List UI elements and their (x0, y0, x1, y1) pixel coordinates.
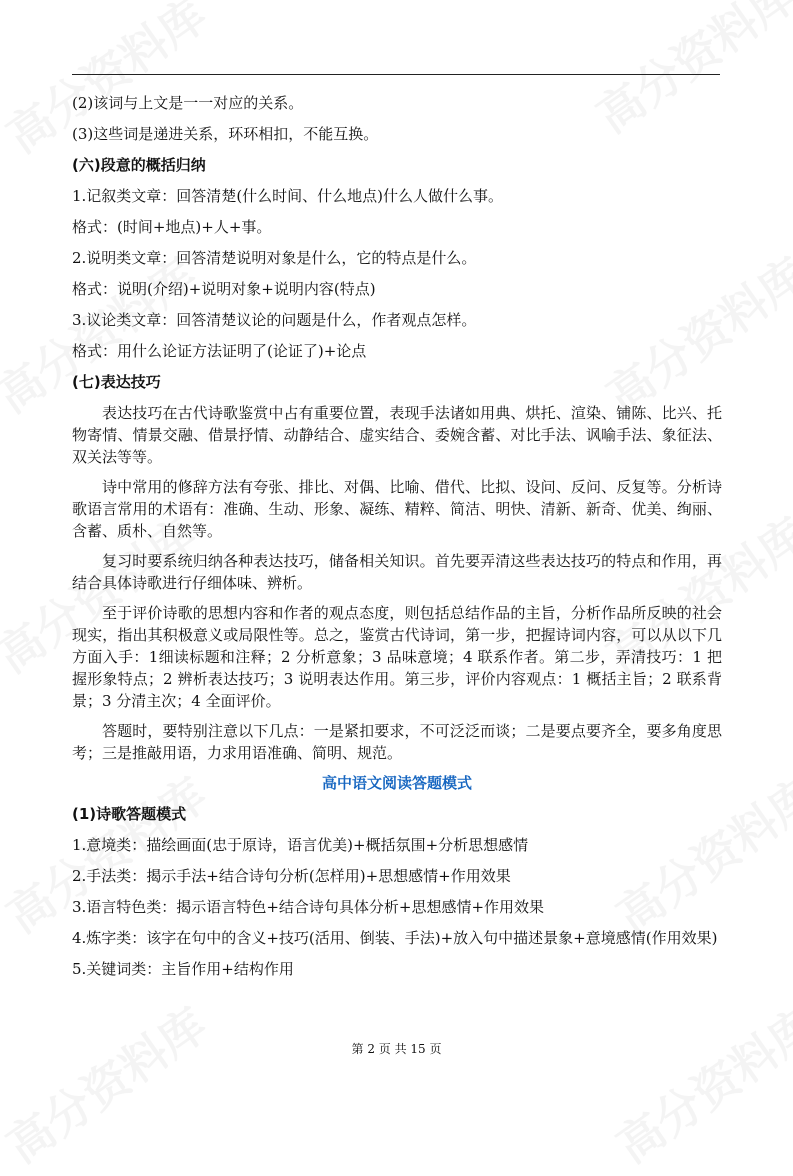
text-line: (2)该词与上文是一一对应的关系。 (72, 94, 304, 112)
paragraph: 至于评价诗歌的思想内容和作者的观点态度，则包括总结作品的主旨，分析作品所反映的社会现实，指出其积极意义或局限性等。总之，鉴赏古代诗词，第一步，把握诗词内容，可以从以下几方面入手：1细读标题和注释；2 分析意象；3 品味意境；4 联系作者。第二步，弄清技巧：1 把握形象特点；2 辨析表达技巧；3 说明表达作用。第三步，评价内容观点：1 概括主旨；2 联系背景；3 分清主次；4 全面评价。 (72, 604, 722, 710)
section-heading: (七)表达技巧 (72, 373, 161, 391)
watermark-text (602, 990, 793, 1176)
paragraph: 复习时要系统归纳各种表达技巧，储备相关知识。首先要弄清这些表达技巧的特点和作用，再结合具体诗歌进行仔细体味、辨析。 (72, 552, 722, 592)
list-item: 2.手法类：揭示手法+结合诗句分析(怎样用)+思想感情+作用效果 (72, 867, 511, 885)
list-item: 格式：说明(介绍)+说明对象+说明内容(特点) (72, 280, 376, 298)
list-item: 4.炼字类：该字在句中的含义+技巧(活用、倒装、手法)+放入句中描述景象+意境感情(作用效果) (72, 929, 718, 947)
text-line: (3)这些词是递进关系，环环相扣，不能互换。 (72, 125, 379, 143)
list-item: 格式：(时间+地点)+人+事。 (72, 218, 272, 236)
watermark-text (0, 990, 218, 1176)
paragraph: 诗中常用的修辞方法有夸张、排比、对偶、比喻、借代、比拟、设问、反问、反复等。分析诗歌语言常用的术语有：准确、生动、形象、凝练、精粹、简洁、明快、清新、新奇、优美、绚丽、含蓄、质朴、自然等。 (72, 478, 722, 540)
section-title: 高中语文阅读答题模式 (321, 774, 472, 792)
list-item: 格式：用什么论证方法证明了(论证了)+论点 (72, 342, 367, 360)
paragraph: 表达技巧在古代诗歌鉴赏中占有重要位置，表现手法诸如用典、烘托、渲染、铺陈、比兴、托物寄情、情景交融、借景抒情、动静结合、虚实结合、委婉含蓄、对比手法、讽喻手法、象征法、双关法等等。 (72, 404, 722, 466)
list-item: 2.说明类文章：回答清楚说明对象是什么，它的特点是什么。 (72, 249, 477, 267)
section-heading: (1)诗歌答题模式 (72, 805, 187, 823)
list-item: 3.议论类文章：回答清楚议论的问题是什么，作者观点怎样。 (72, 311, 477, 329)
list-item: 5.关键词类：主旨作用+结构作用 (72, 960, 294, 978)
list-item: 1.意境类：描绘画面(忠于原诗，语言优美)+概括氛围+分析思想感情 (72, 836, 529, 854)
list-item: 1.记叙类文章：回答清楚(什么时间、什么地点)什么人做什么事。 (72, 187, 504, 205)
page-footer: 第 2 页 共 15 页 (351, 1042, 442, 1056)
section-heading: (六)段意的概括归纳 (72, 156, 206, 174)
header-rule (72, 74, 720, 75)
list-item: 3.语言特色类：揭示语言特色+结合诗句具体分析+思想感情+作用效果 (72, 898, 545, 916)
paragraph: 答题时，要特别注意以下几点：一是紧扣要求，不可泛泛而谈；二是要点要齐全，要多角度思考；三是推敲用语，力求用语准确、简明、规范。 (72, 722, 722, 762)
document-body (72, 92, 722, 989)
